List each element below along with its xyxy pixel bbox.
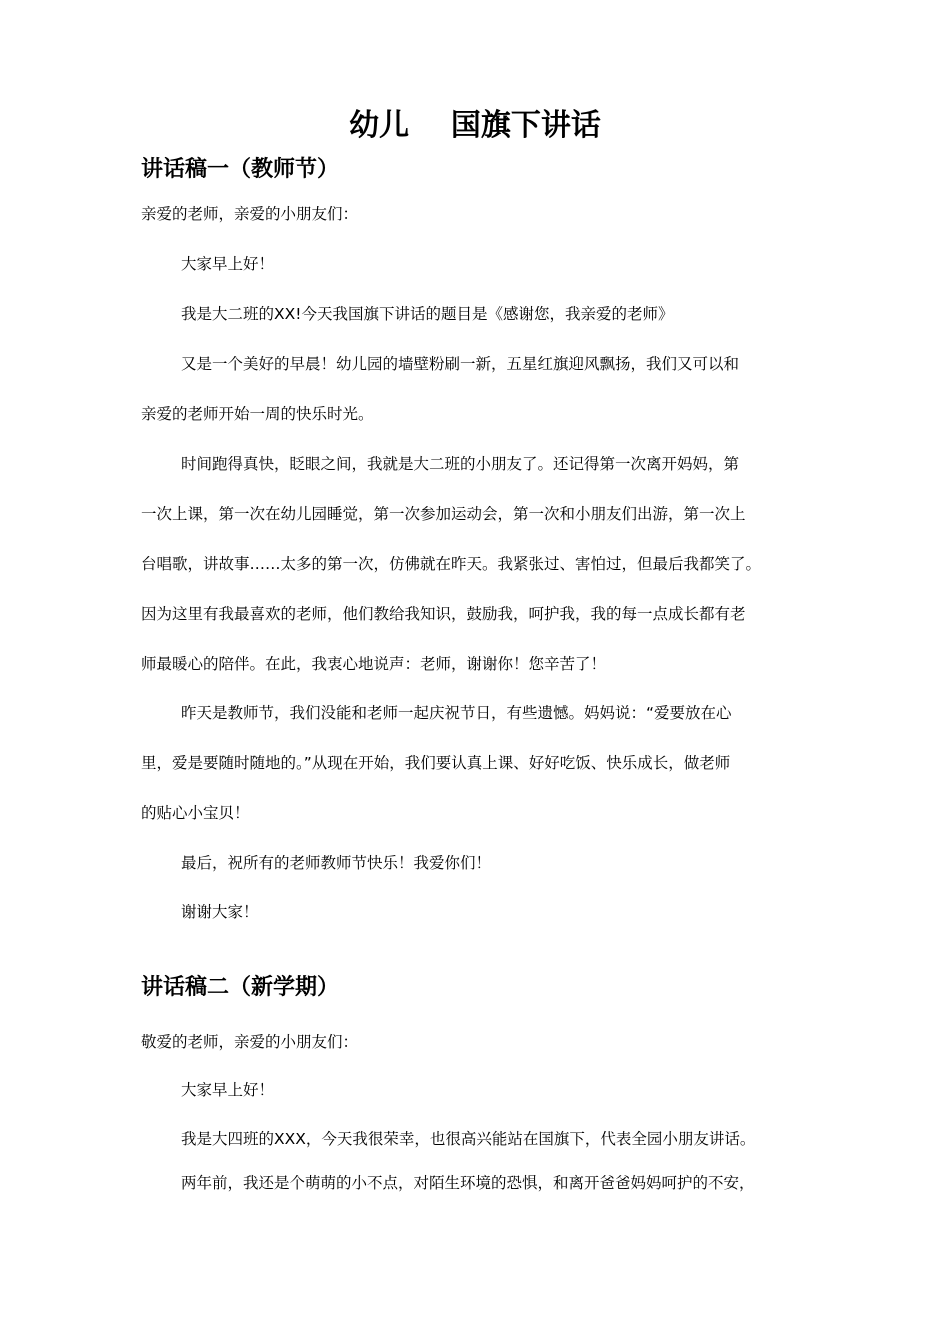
speech1-paragraph-line: 因为这里有我最喜欢的老师，他们教给我知识，鼓励我，呵护我，我的每一点成长都有老 [141,605,746,623]
speech1-greeting: 大家早上好！ [181,255,275,273]
speech1-paragraph-line: 最后，祝所有的老师教师节快乐！我爱你们！ [181,854,492,872]
speech2-paragraph-line: 两年前，我还是个萌萌的小不点，对陌生环境的恐惧，和离开爸爸妈妈呵护的不安， [181,1174,755,1192]
speech1-heading: 讲话稿一（教师节） [141,157,340,182]
speech2-salutation: 敬爱的老师，亲爱的小朋友们： [141,1033,359,1051]
speech1-closing: 谢谢大家！ [181,903,259,921]
speech1-paragraph-line: 师最暖心的陪伴。在此，我衷心地说声：老师，谢谢你！您辛苦了！ [141,655,607,673]
speech1-paragraph-line: 的贴心小宝贝！ [141,804,250,822]
speech1-paragraph-line: 里，爱是要随时随地的。”从现在开始，我们要认真上课、好好吃饭、快乐成长，做老师 [141,754,731,772]
document-title: 幼儿 国旗下讲话 [349,108,601,143]
speech1-salutation: 亲爱的老师，亲爱的小朋友们： [141,205,359,223]
speech1-paragraph-line: 亲爱的老师开始一周的快乐时光。 [141,405,374,423]
speech1-paragraph-line: 我是大二班的XX!今天我国旗下讲话的题目是《感谢您，我亲爱的老师》 [181,305,674,323]
speech1-paragraph-line: 台唱歌，讲故事……太多的第一次，仿佛就在昨天。我紧张过、害怕过，但最后我都笑了。 [141,555,762,573]
speech2-heading: 讲话稿二（新学期） [141,975,340,1000]
speech1-paragraph-line: 昨天是教师节，我们没能和老师一起庆祝节日，有些遗憾。妈妈说：“爱要放在心 [181,704,732,722]
speech2-greeting: 大家早上好！ [181,1081,275,1099]
speech2-paragraph-line: 我是大四班的XXX，今天我很荣幸，也很高兴能站在国旗下，代表全园小朋友讲话。 [181,1130,756,1148]
speech1-paragraph-line: 又是一个美好的早晨！幼儿园的墙壁粉刷一新，五星红旗迎风飘扬，我们又可以和 [181,355,740,373]
speech1-paragraph-line: 一次上课，第一次在幼儿园睡觉，第一次参加运动会，第一次和小朋友们出游，第一次上 [141,505,746,523]
speech1-paragraph-line: 时间跑得真快，眨眼之间，我就是大二班的小朋友了。还记得第一次离开妈妈，第 [181,455,740,473]
